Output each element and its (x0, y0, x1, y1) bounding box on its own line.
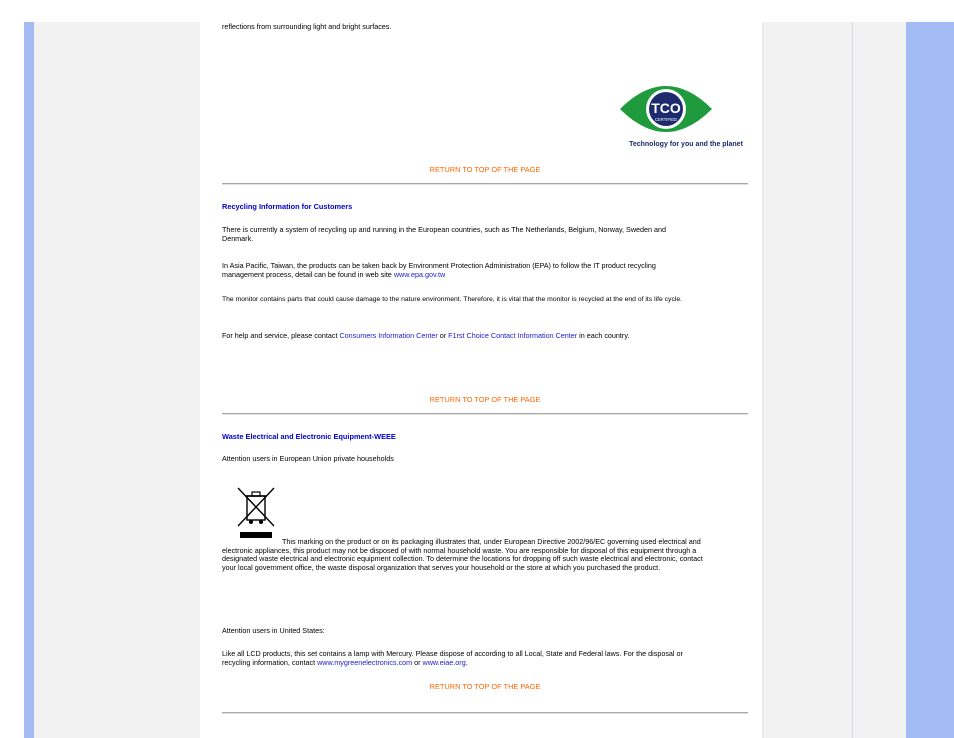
right-side-band (906, 22, 954, 738)
return-top-link-2[interactable]: RETURN TO TOP OF THE PAGE (429, 395, 541, 404)
divider-3 (222, 712, 748, 714)
weee-crossed-bin-icon (236, 486, 276, 540)
recycling-p4-c: in each country. (577, 331, 630, 340)
eiae-link[interactable]: www.eiae.org (422, 657, 466, 667)
weee-attention-us: Attention users in United States: (222, 626, 325, 635)
weee-us-or: or (412, 657, 423, 667)
recycling-paragraph-3: The monitor contains parts that could cause damage to the nature environment. Therefore, it is vital that the monitor is recycled at the end of its life cycle. (222, 296, 683, 303)
tco-certified-text: CERTIFIED (654, 117, 678, 122)
divider-2 (222, 413, 748, 415)
right-gray-panel (762, 22, 853, 738)
recycling-paragraph-4 (222, 332, 692, 341)
first-choice-contact-link[interactable]: F1rst Choice Contact Information Center (448, 331, 578, 340)
recycling-paragraph-1: There is currently a system of recycling up and running in the European countries, such as The Netherlands, Belgium, Norway, Sweden and Denmark. (222, 225, 666, 243)
tco-certified-logo (618, 71, 714, 149)
weee-attention-eu: Attention users in European Union private households (222, 454, 394, 463)
recycling-p4-a: For help and service, please contact (222, 331, 340, 340)
weee-marking-span: This marking on the product or on its packaging illustrates that, under European Directive 2002/96/EC governing used electrical and electronic appliances, this product may not be disposed of with normal household waste. You are responsible for disposal of this equipment through a designated waste electrical and electronic equipment collection. To determine the locations for dropping off such waste electrical and electronic, contact your local government office, the waste disposal organization that serves your household or the store at which you purchased the product. (222, 537, 703, 572)
weee-marking-text (222, 538, 712, 572)
weee-us-paragraph (222, 650, 712, 667)
weee-us-text: Like all LCD products, this set contains a lamp with Mercury. Please dispose of according to all Local, State and Federal laws. For the disposal or recycling information, contact (222, 649, 683, 667)
tco-logo-text: TCO (651, 100, 681, 116)
mygreenelectronics-link[interactable]: www.mygreenelectronics.com (317, 657, 413, 667)
tco-tagline: Technology for you and the planet (629, 141, 743, 148)
return-top-link-1[interactable]: RETURN TO TOP OF THE PAGE (429, 165, 541, 174)
right-gray-panel-2 (852, 22, 907, 738)
left-side-band (24, 22, 34, 738)
weee-us-end: . (465, 657, 468, 667)
weee-heading: Waste Electrical and Electronic Equipment-WEEE (222, 432, 396, 441)
left-gray-panel (34, 22, 200, 738)
consumers-info-center-link[interactable]: Consumers Information Center (339, 331, 438, 340)
recycling-p2-text: In Asia Pacific, Taiwan, the products can be taken back by Environment Protection Administration (EPA) to follow the IT product recycling management process, detail can be found in web site (222, 261, 656, 279)
divider-1 (222, 183, 748, 185)
recycling-heading: Recycling Information for Customers (222, 202, 353, 211)
recycling-p4-b: or (437, 331, 449, 340)
recycling-paragraph-2 (222, 262, 692, 279)
main-content (222, 0, 748, 738)
return-top-link-3[interactable]: RETURN TO TOP OF THE PAGE (429, 682, 541, 691)
intro-tail-text: reflections from surrounding light and bright surfaces. (222, 22, 392, 31)
epa-link[interactable]: www.epa.gov.tw (393, 269, 446, 279)
